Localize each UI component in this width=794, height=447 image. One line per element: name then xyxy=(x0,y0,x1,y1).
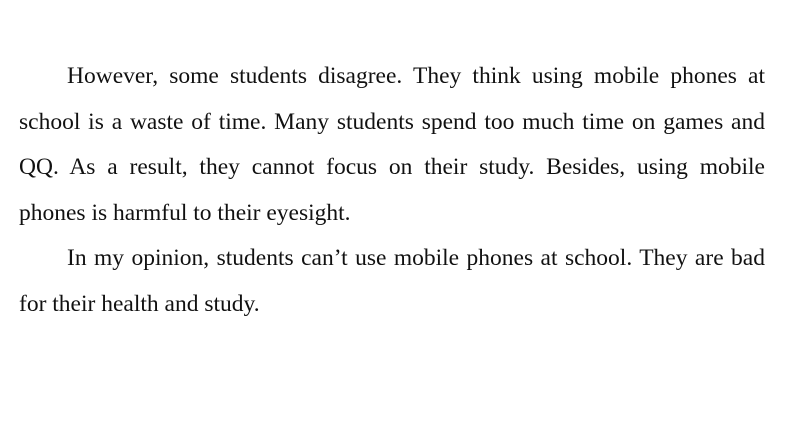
paragraph-2: In my opinion, students can’t use mobile phones at school. They are bad for their health and study. xyxy=(19,245,765,317)
paragraph-1: However, some students disagree. They think using mobile phones at school is a waste of time. Many students spend too much time on games and QQ. As a result, they cannot focus on their study. Besides, using mobile phones is harmful to their eyesight. xyxy=(19,63,765,226)
body-text xyxy=(19,54,765,327)
